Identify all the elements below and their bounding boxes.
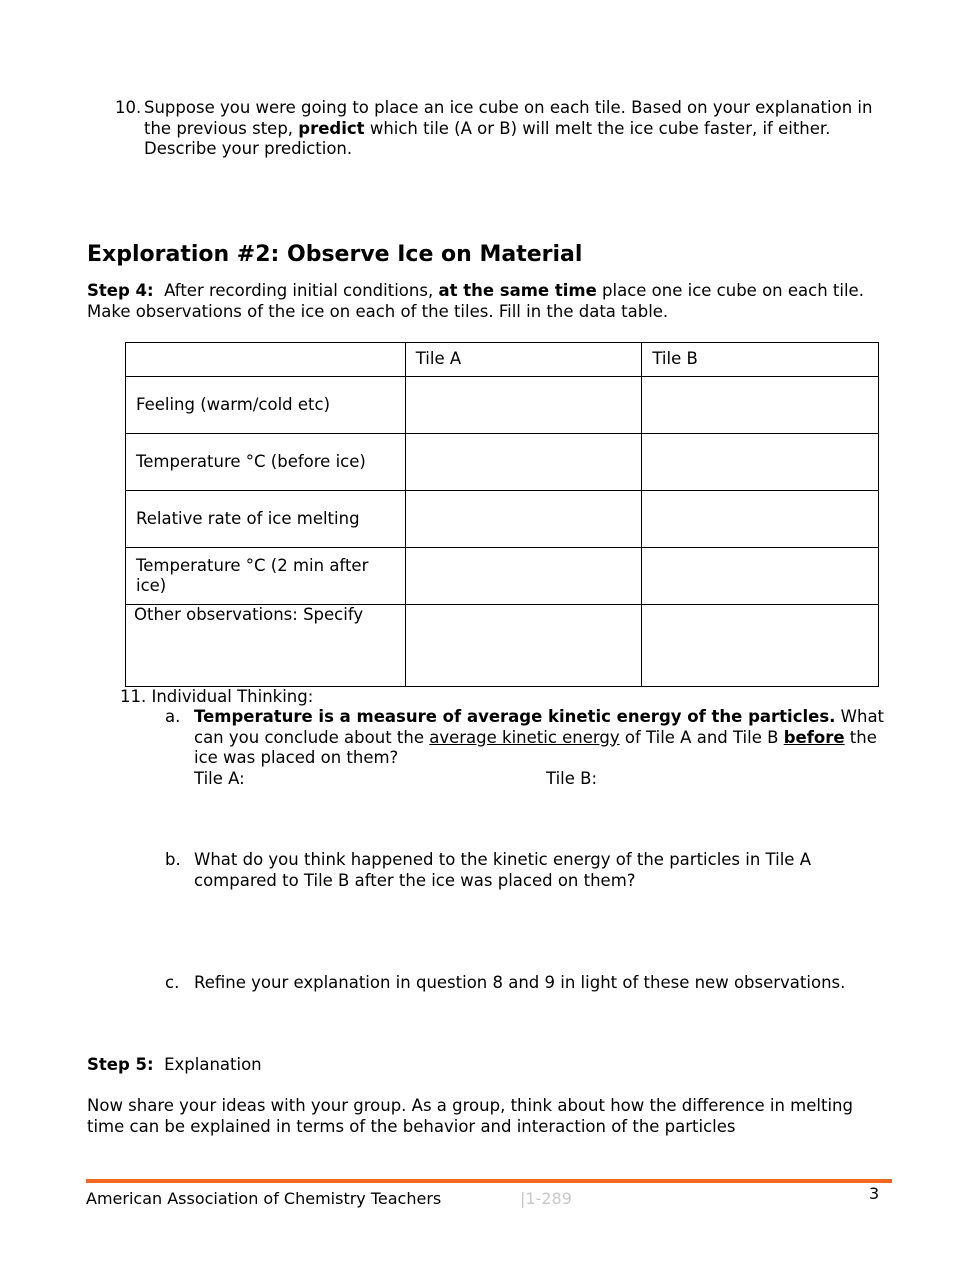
row-label: Temperature °C (2 min after ice) xyxy=(126,548,406,605)
share-paragraph: Now share your ideas with your group. As a group, think about how the difference in melting time can be explained in terms of the behavior and interaction of the particles xyxy=(87,1096,853,1136)
question-text-part: Suppose you were going to place an ice cube on each tile. Based on your explanation in the previous step, xyxy=(144,98,873,138)
sub-question-label: b. xyxy=(165,850,181,869)
sub-question-label: c. xyxy=(165,973,180,992)
data-table xyxy=(125,342,879,687)
step-text-part: place one ice cube on each tile. Make observations of the ice on each of the tiles. Fill in the data table. xyxy=(87,281,864,321)
tile-b-cell[interactable] xyxy=(642,605,879,687)
tile-b-cell[interactable] xyxy=(642,491,879,548)
step-text: Explanation xyxy=(153,1055,262,1074)
sub-question-text: Refine your explanation in question 8 and 9 in light of these new observations. xyxy=(194,973,846,992)
question-11-heading: 11. Individual Thinking: xyxy=(120,687,314,706)
tile-a-cell[interactable] xyxy=(405,491,642,548)
bold-underlined-word: before xyxy=(783,727,845,747)
step-4-instructions xyxy=(87,281,897,322)
sub-question-text: What do you think happened to the kinetic energy of the particles in Tile A compared to Tile B after the ice was placed on them? xyxy=(194,850,811,890)
table-header-cell: Tile B xyxy=(642,343,879,377)
tile-b-cell[interactable] xyxy=(642,434,879,491)
text-part: the ice was placed on them? xyxy=(194,727,877,767)
text-part: What can you conclude about the xyxy=(194,707,885,747)
underlined-phrase: average kinetic energy xyxy=(429,727,620,747)
tile-b-cell[interactable] xyxy=(642,377,879,434)
page-number: 3 xyxy=(869,1184,880,1203)
table-header-row xyxy=(126,343,879,377)
tile-b-cell[interactable] xyxy=(642,548,879,605)
sub-question-label: a. xyxy=(165,707,181,726)
step-label: Step 5: xyxy=(87,1055,154,1074)
row-label: Other observations: Specify xyxy=(126,605,406,687)
table-row xyxy=(126,491,879,548)
section-title: Exploration #2: Observe Ice on Material xyxy=(87,242,583,267)
text-part: of Tile A and Tile B xyxy=(619,727,784,747)
question-text xyxy=(144,98,884,160)
step-label: Step 4: xyxy=(87,281,154,300)
tile-a-cell[interactable] xyxy=(405,548,642,605)
bold-statement: Temperature is a measure of average kinetic energy of the particles. xyxy=(194,707,836,726)
tile-b-answer-label: Tile B: xyxy=(546,768,598,788)
table-header-cell: Tile A xyxy=(405,343,642,377)
footer-divider xyxy=(86,1179,892,1183)
tile-a-cell[interactable] xyxy=(405,377,642,434)
step-bold-phrase: at the same time xyxy=(438,281,597,300)
row-label: Feeling (warm/cold etc) xyxy=(126,377,406,434)
table-row xyxy=(126,605,879,687)
question-bold-word: predict xyxy=(298,118,365,138)
row-label: Temperature °C (before ice) xyxy=(126,434,406,491)
step-text-part: After recording initial conditions, xyxy=(153,281,439,300)
question-text-part: which tile (A or B) will melt the ice cube faster, if either. Describe your prediction. xyxy=(144,118,831,158)
footer-code: |1-289 xyxy=(520,1189,572,1208)
sub-question-text xyxy=(194,707,894,789)
table-header-cell xyxy=(126,343,406,377)
tile-a-answer-label: Tile A: xyxy=(194,768,245,788)
tile-a-cell[interactable] xyxy=(405,434,642,491)
footer-organization: American Association of Chemistry Teachers xyxy=(86,1189,442,1208)
table-row xyxy=(126,434,879,491)
table-row xyxy=(126,377,879,434)
question-number: 10. xyxy=(115,98,142,117)
step-5-heading xyxy=(87,1055,262,1076)
tile-a-cell[interactable] xyxy=(405,605,642,687)
row-label: Relative rate of ice melting xyxy=(126,491,406,548)
table-row xyxy=(126,548,879,605)
